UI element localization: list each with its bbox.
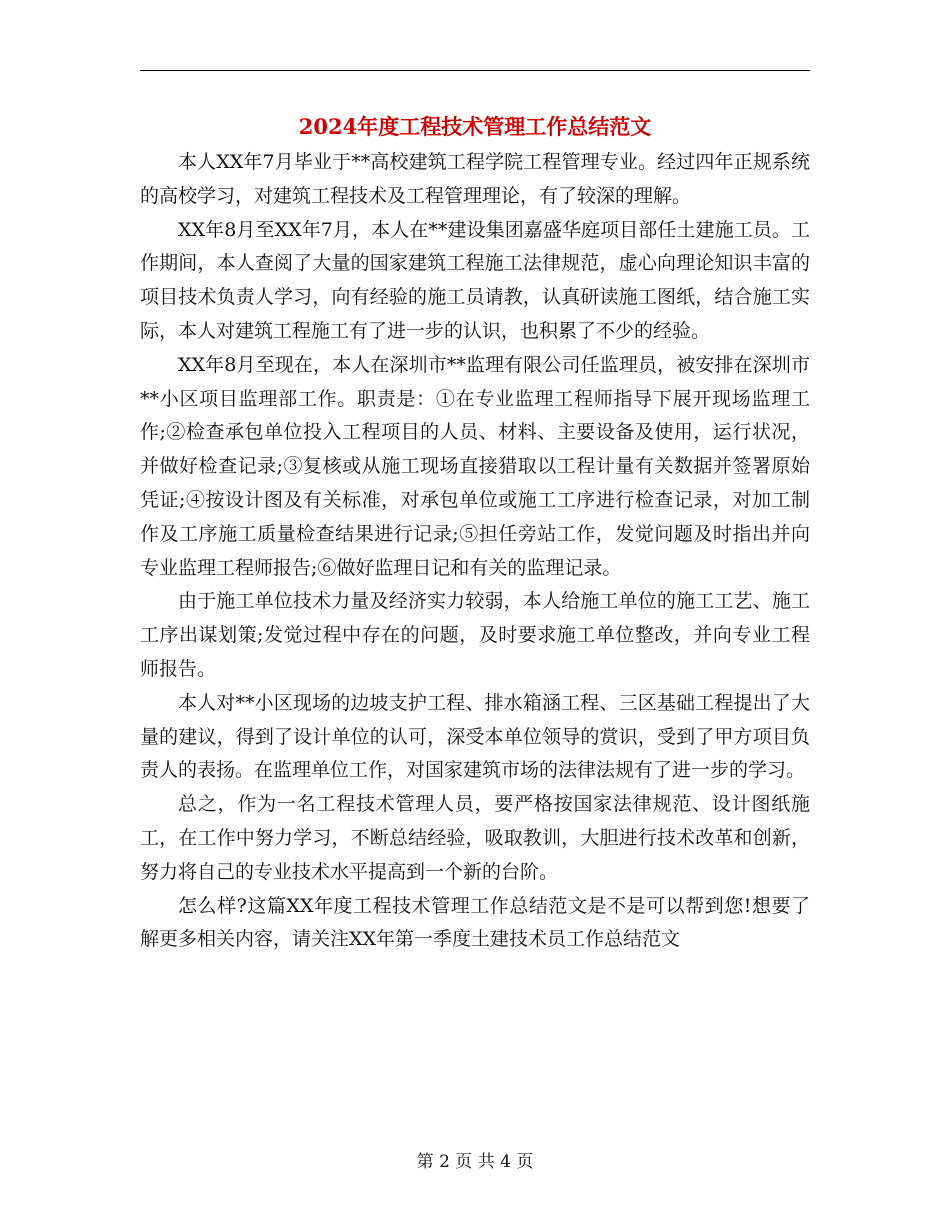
paragraph-6: 总之，作为一名工程技术管理人员，要严格按国家法律规范、设计图纸施工，在工作中努力学习，不断总结经验，吸取教训，大胆进行技术改革和创新，努力将自己的专业技术水平提高到一个新的台阶。 bbox=[140, 793, 810, 883]
paragraph-2: XX年8月至XX年7月，本人在**建设集团嘉盛华庭项目部任土建施工员。工作期间，本人查阅了大量的国家建筑工程施工法律规范，虚心向理论知识丰富的项目技术负责人学习，向有经验的施工员请教，认真研读施工图纸，结合施工实际，本人对建筑工程施工有了进一步的认识，也积累了不少的经验。 bbox=[140, 218, 810, 342]
paragraph-3: XX年8月至现在，本人在深圳市**监理有限公司任监理员，被安排在深圳市**小区项目监理部工作。职责是：①在专业监理工程师指导下展开现场监理工作;②检查承包单位投入工程项目的人员、材料、主要设备及使用，运行状况，并做好检查记录;③复核或从施工现场直接猎取以工程计量有关数据并签署原始凭证;④按设计图及有关标准，对承包单位或施工工序进行检查记录，对加工制作及工序施工质量检查结果进行记录;⑤担任旁站工作，发觉问题及时指出并向专业监理工程师报告;⑥做好监理日记和有关的监理记录。 bbox=[140, 353, 810, 579]
paragraph-5: 本人对**小区现场的边坡支护工程、排水箱涵工程、三区基础工程提出了大量的建议，得到了设计单位的认可，深受本单位领导的赏识，受到了甲方项目负责人的表扬。在监理单位工作，对国家建筑市场的法律法规有了进一步的学习。 bbox=[140, 691, 810, 782]
header-rule bbox=[140, 70, 810, 71]
paragraph-4: 由于施工单位技术力量及经济实力较弱，本人给施工单位的施工工艺、施工工序出谋划策;发觉过程中存在的问题，及时要求施工单位整改，并向专业工程师报告。 bbox=[140, 590, 810, 680]
paragraph-1: 本人XX年7月毕业于**高校建筑工程学院工程管理专业。经过四年正规系统的高校学习，对建筑工程技术及工程管理理论，有了较深的理解。 bbox=[140, 151, 810, 207]
document-body bbox=[140, 146, 810, 957]
page-footer: 第 2 页 共 4 页 bbox=[416, 1152, 534, 1172]
paragraph-7: 怎么样?这篇XX年度工程技术管理工作总结范文是不是可以帮到您!想要了解更多相关内容，请关注XX年第一季度土建技术员工作总结范文 bbox=[140, 894, 810, 951]
document-title: 2024年度工程技术管理工作总结范文 bbox=[298, 114, 652, 139]
